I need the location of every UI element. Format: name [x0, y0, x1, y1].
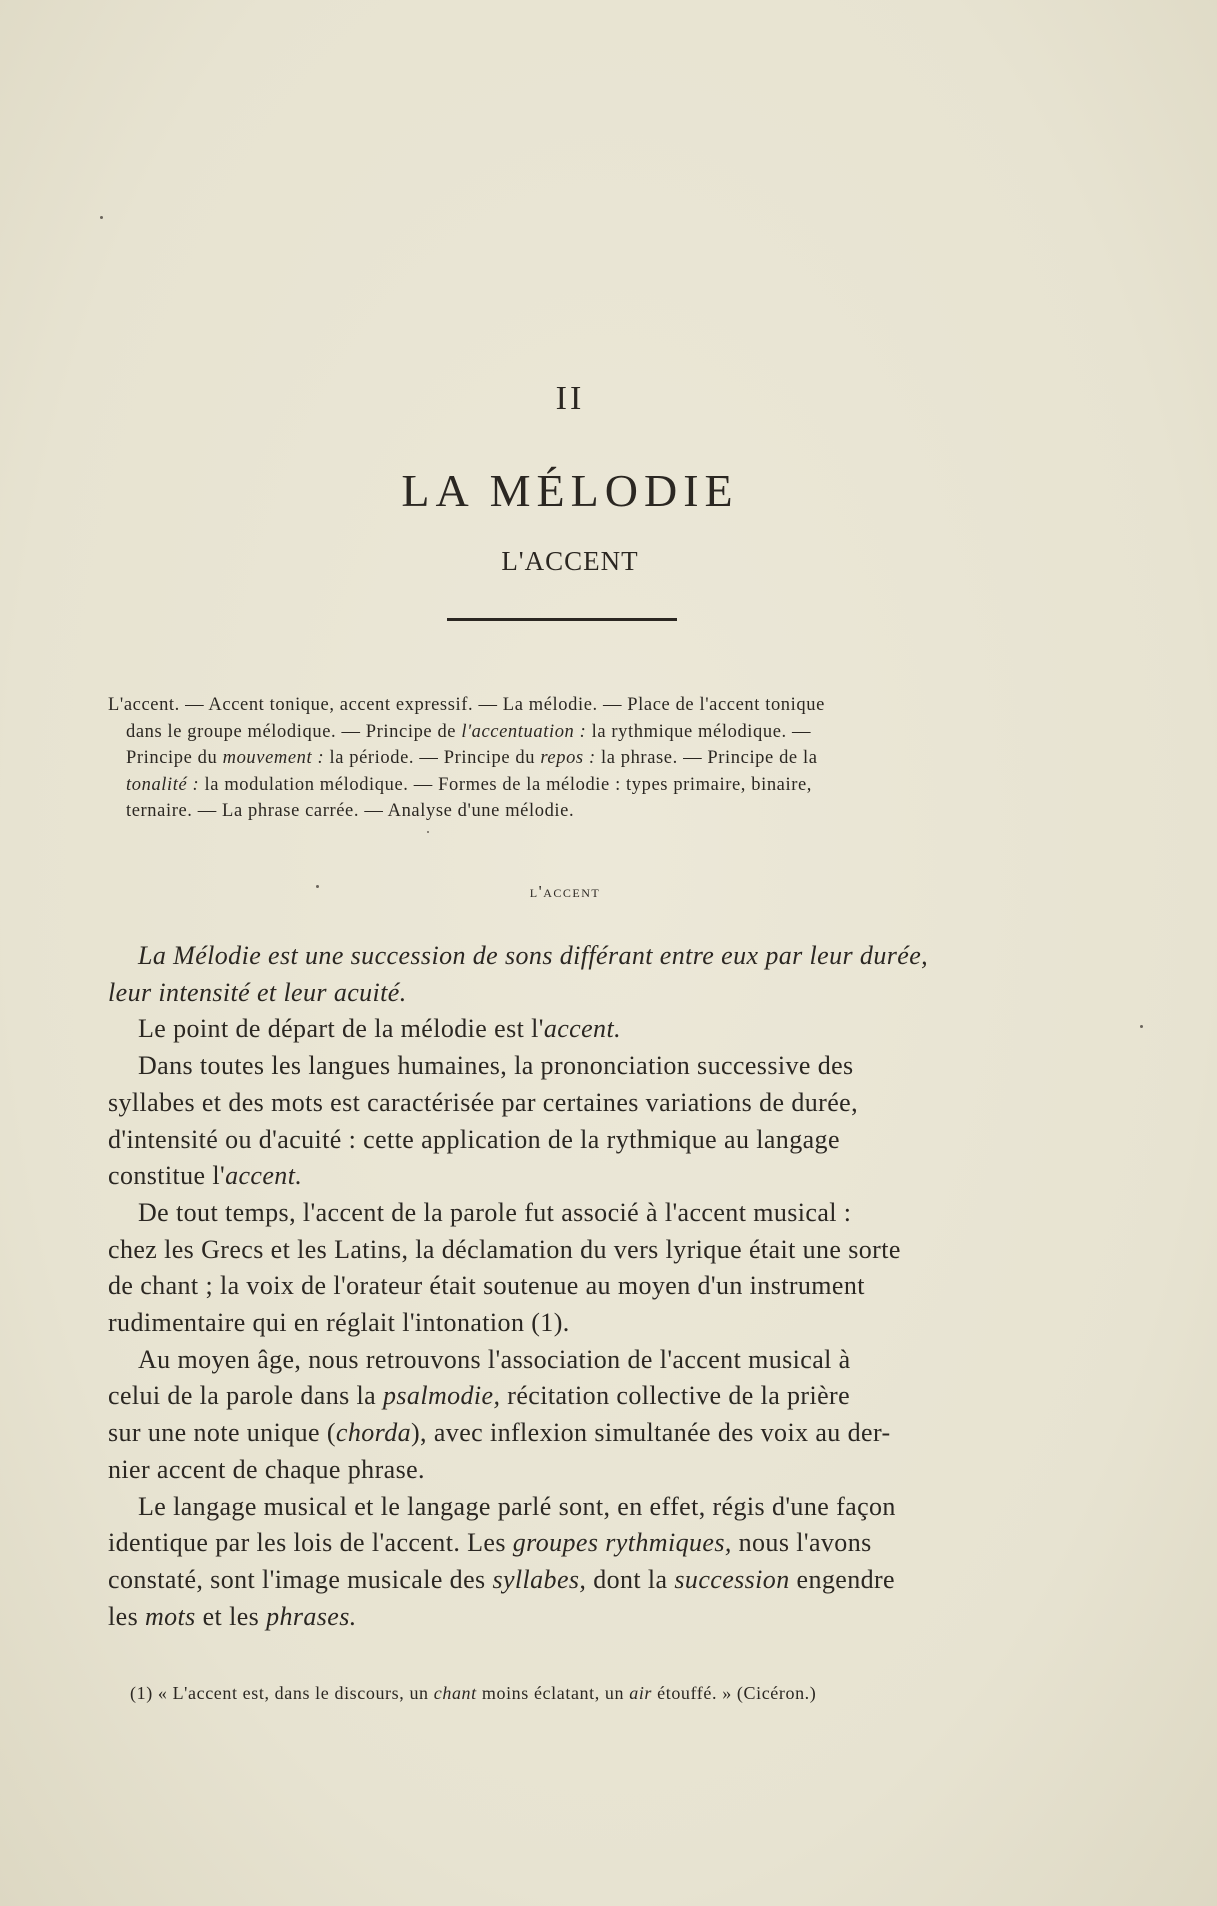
footnote: (1) « L'accent est, dans le discours, un chant moins éclatant, un air étouffé. » (Cicéron.) [130, 1683, 817, 1703]
body-text [108, 938, 1020, 1635]
summary-line: tonalité : la modulation mélodique. — Formes de la mélodie : types primaire, binaire, [126, 774, 813, 795]
paper-speck [316, 885, 319, 888]
body-line: constaté, sont l'image musicale des syllabes, dont la succession engendre [108, 1564, 895, 1594]
body-line: de chant ; la voix de l'orateur était soutenue au moyen d'un instrument [108, 1271, 865, 1301]
summary-line: ternaire. — La phrase carrée. — Analyse d'une mélodie. [126, 801, 575, 821]
body-line: Dans toutes les langues humaines, la prononciation successive des [138, 1051, 854, 1081]
body-line: les mots et les phrases. [108, 1601, 357, 1631]
body-line: Au moyen âge, nous retrouvons l'association de l'accent musical à [138, 1344, 851, 1374]
body-line: nier accent de chaque phrase. [108, 1454, 425, 1484]
body-line: Le point de départ de la mélodie est l'accent. [138, 1014, 621, 1044]
section-heading: l'accent [529, 882, 601, 901]
body-line: d'intensité ou d'acuité : cette application de la rythmique au langage [108, 1124, 840, 1154]
chapter-summary [108, 692, 1020, 825]
body-line: chez les Grecs et les Latins, la déclamation du vers lyrique était une sorte [108, 1234, 901, 1264]
chapter-title: LA MÉLODIE [401, 465, 739, 516]
chapter-subtitle: L'ACCENT [501, 546, 639, 576]
body-line: La Mélodie est une succession de sons différant entre eux par leur durée, [138, 941, 929, 970]
title-rule [447, 618, 677, 621]
body-line: syllabes et des mots est caractérisée par certaines variations de durée, [108, 1087, 858, 1117]
chapter-number: II [555, 380, 585, 417]
body-line: celui de la parole dans la psalmodie, récitation collective de la prière [108, 1381, 851, 1411]
summary-line: L'accent. — Accent tonique, accent expressif. — La mélodie. — Place de l'accent tonique [108, 695, 825, 715]
body-line: sur une note unique (chorda), avec inflexion simultanée des voix au der- [108, 1418, 891, 1448]
body-line: identique par les lois de l'accent. Les groupes rythmiques, nous l'avons [108, 1528, 872, 1558]
summary-line: Principe du mouvement : la période. — Principe du repos : la phrase. — Principe de la [126, 748, 818, 768]
paper-speck [100, 216, 103, 219]
body-line: rudimentaire qui en réglait l'intonation (1). [108, 1308, 570, 1338]
body-line: leur intensité et leur acuité. [108, 977, 407, 1007]
paper-speck [1140, 1025, 1143, 1028]
body-line: Le langage musical et le langage parlé sont, en effet, régis d'une façon [138, 1491, 896, 1521]
body-line: constitue l'accent. [108, 1161, 303, 1191]
paper-speck [427, 831, 429, 833]
body-line: De tout temps, l'accent de la parole fut associé à l'accent musical : [138, 1197, 852, 1227]
summary-line: dans le groupe mélodique. — Principe de l'accentuation : la rythmique mélodique. — [126, 721, 812, 742]
